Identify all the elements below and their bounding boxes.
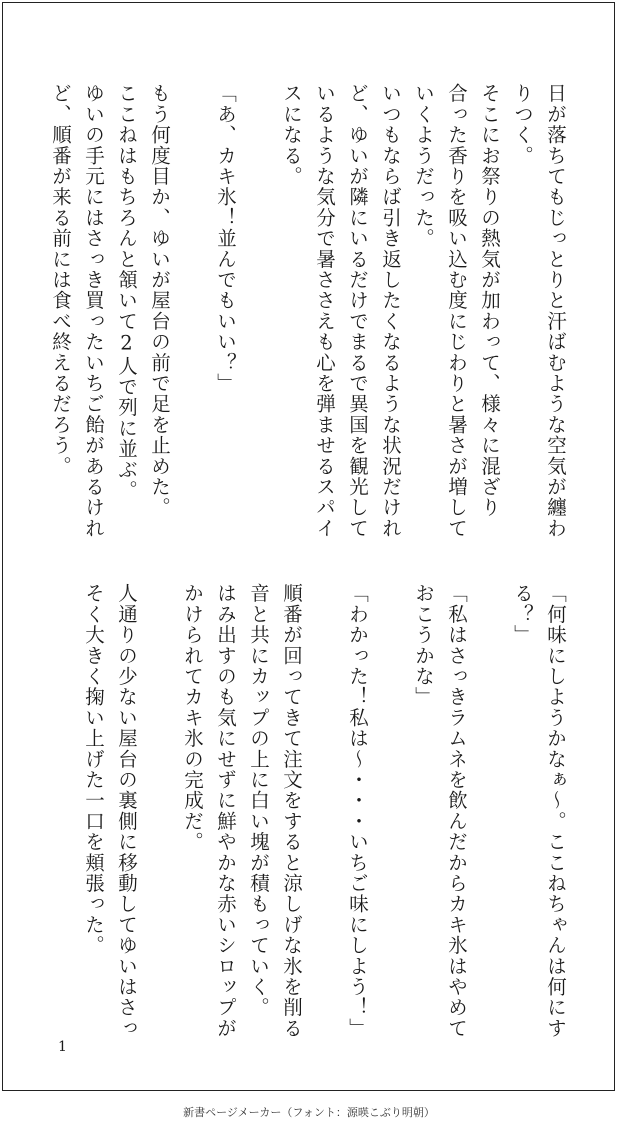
text-line: ど、ゆいが隣にいるだけでまるで異国を観光して (346, 83, 369, 539)
text-line: はみ出すのも気にせずに鮮やかな赤いシロップが (214, 583, 237, 1039)
text-line: 「あ、カキ氷！並んでもいい？」 (214, 83, 237, 394)
text-line (143, 583, 176, 1003)
text-line: いつもならば引き返したくなるような状況だけれ (379, 83, 402, 539)
page-number: 1 (58, 1039, 67, 1055)
text-line: ゆいの手元にはさっき買ったいちご飴があるけれ (82, 83, 105, 539)
text-line (374, 583, 407, 1003)
text-block-bottom (77, 583, 572, 1039)
text-line: 「私はさっきラムネを飲んだからカキ氷はやめて (445, 583, 468, 1039)
text-line: 合った香りを吸い込む度にじわりと暑さが増して (445, 83, 468, 539)
text-line: もう何度目か、ゆいが屋台の前で足を止めた。 (148, 83, 171, 518)
text-line (308, 583, 341, 1003)
text-line (473, 583, 506, 1003)
text-line: いくようだった。 (412, 83, 435, 249)
text-line: ど、順番が来る前には食べ終えるだろう。 (49, 83, 72, 477)
text-line: りつく。 (511, 83, 534, 166)
text-line (176, 83, 209, 553)
text-line: スになる。 (280, 83, 303, 187)
text-line: おこうかな」 (412, 583, 435, 708)
text-line: 順番が回ってきて注文をすると涼しげな氷を削る (280, 583, 303, 1039)
footer-caption: 新書ページメーカー（フォント：源暎こぶり明朝） (183, 1106, 435, 1119)
text-line: る？」 (511, 583, 534, 646)
page-frame (2, 2, 615, 1091)
text-line: 「何味にしようかなぁ〜。ここねちゃんは何にす (544, 583, 567, 1039)
text-line: 「わかった！私は〜・・・いちご味にしよう！」 (346, 583, 369, 1039)
text-line: 人通りの少ない屋台の裏側に移動してゆいはさっ (115, 583, 138, 1039)
text-line: 音と共にカップの上に白い塊が積もっていく。 (247, 583, 270, 1018)
text-block-top (44, 83, 572, 553)
text-line: かけられてカキ氷の完成だ。 (181, 583, 204, 853)
text-line: いるような気分で暑ささえも心を弾ませるスパイ (313, 83, 336, 539)
text-line: そく大きく掬い上げた一口を頬張った。 (82, 583, 105, 956)
text-line: 日が落ちてもじっとりと汗ばむような空気が纏わ (544, 83, 567, 539)
text-line: そこにお祭りの熱気が加わって、様々に混ざり (478, 83, 501, 518)
text-line (242, 83, 275, 553)
text-line: ここねはもちろんと頷いて2人で列に並ぶ。 (115, 83, 138, 501)
